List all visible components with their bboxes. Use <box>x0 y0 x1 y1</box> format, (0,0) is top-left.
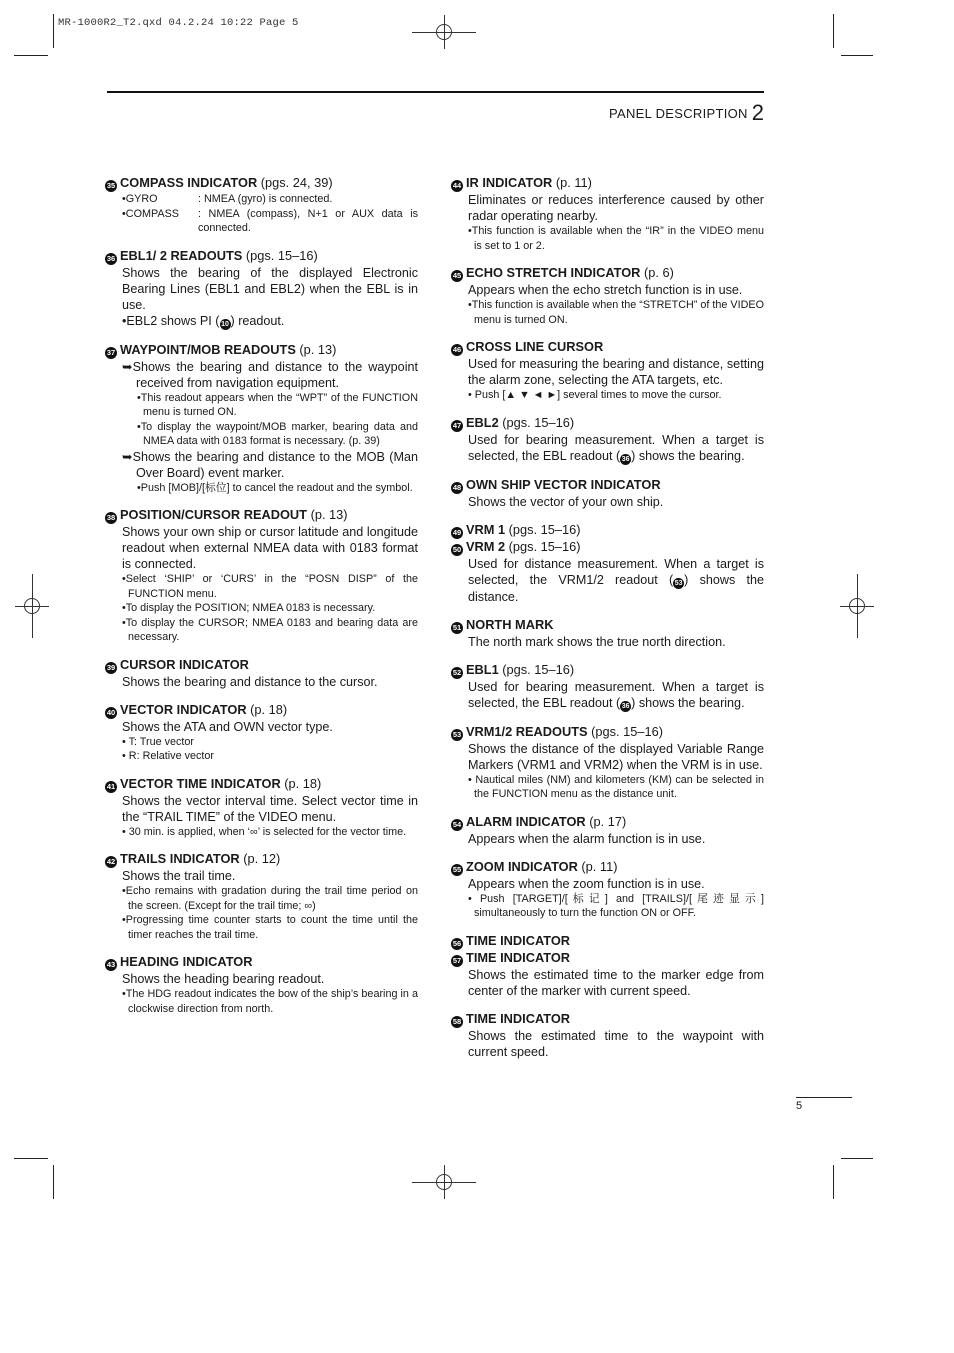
chapter-number: 2 <box>751 100 764 125</box>
page-reference: (p. 13) <box>299 341 337 357</box>
item-name: TIME INDICATOR <box>466 949 571 965</box>
note: • T: True vector <box>122 735 194 748</box>
description-item <box>105 702 418 764</box>
item-title <box>451 617 764 634</box>
item-name: VRM 2 <box>466 538 506 554</box>
item-description: Shows the vector interval time. Select vector time in the “TRAIL TIME” of the VIDEO menu. <box>122 793 418 824</box>
item-number-badge: 40 <box>106 707 116 717</box>
item-number-badge: 36 <box>106 253 116 263</box>
item-description <box>105 313 418 330</box>
description-item <box>105 657 418 690</box>
item-number-badge: 51 <box>452 622 462 632</box>
item-description: Shows your own ship or cursor latitude and longitude readout when external NMEA data with 0183 format is connected. <box>122 525 418 571</box>
registration-mark <box>15 574 49 638</box>
item-title <box>451 339 764 356</box>
text-fragment: ) shows the bearing. <box>631 448 745 463</box>
item-name: OWN SHIP VECTOR INDICATOR <box>466 476 661 492</box>
description-item <box>105 954 418 1016</box>
note: •This readout appears when the “WPT” of the FUNCTION menu is turned ON. <box>137 391 418 418</box>
text-fragment: •EBL2 shows PI ( <box>122 313 220 328</box>
item-reference-badge: 10 <box>221 320 229 328</box>
page-reference: (pgs. 15–16) <box>502 414 575 430</box>
header-rule <box>107 91 764 93</box>
item-description: Eliminates or reduces interference caused by other radar operating nearby. <box>468 193 764 223</box>
status-table <box>105 192 418 236</box>
item-number-badge: 50 <box>452 544 462 554</box>
item-description: Appears when the alarm function is in use. <box>468 831 706 846</box>
note: • 30 min. is applied, when ‘∞’ is selected for the vector time. <box>122 825 407 838</box>
crop-mark <box>833 14 834 48</box>
item-title <box>105 248 418 265</box>
item-number-badge: 38 <box>106 513 116 522</box>
item-name: EBL2 <box>466 414 499 430</box>
item-title <box>451 415 764 432</box>
registration-mark <box>840 574 874 638</box>
item-name: ECHO STRETCH INDICATOR <box>466 265 641 280</box>
text-fragment: ) shows the distance. <box>468 572 764 604</box>
description-item <box>105 507 418 645</box>
item-number-badge: 58 <box>452 1016 462 1026</box>
page-reference: (p. 6) <box>643 265 674 280</box>
item-description: Shows the trail time. <box>122 869 236 883</box>
item-description: Shows the bearing of the displayed Electronic Bearing Lines (EBL1 and EBL2) when the EBL is in use. <box>122 265 418 312</box>
item-title <box>105 702 418 719</box>
item-name: VRM1/2 READOUTS <box>466 723 588 739</box>
note: •Select ‘SHIP’ or ‘CURS’ in the “POSN DISP” of the FUNCTION menu. <box>122 573 418 600</box>
description-item <box>105 851 418 942</box>
description-item <box>451 522 764 605</box>
description-item <box>451 175 764 253</box>
description-item <box>451 339 764 403</box>
item-title <box>451 1011 764 1028</box>
table-key: •GYRO <box>122 193 158 205</box>
description-item <box>105 248 418 330</box>
item-title <box>451 814 764 831</box>
item-reference-badge: 36 <box>621 455 630 463</box>
item-description: Appears when the echo stretch function is in use. <box>468 283 743 297</box>
page-number: 5 <box>796 1100 803 1112</box>
crop-mark <box>841 1158 873 1159</box>
description-item <box>451 724 764 802</box>
page-reference: (pgs. 15–16) <box>502 661 575 677</box>
table-key: •COMPASS <box>122 207 179 220</box>
note: •Progressing time counter starts to count the time until the timer reaches the trail time. <box>122 914 418 941</box>
item-reference-badge: 36 <box>621 702 630 710</box>
right-column <box>451 175 764 1072</box>
item-title <box>451 662 764 679</box>
item-name: ZOOM INDICATOR <box>466 858 578 874</box>
page-reference: (p. 11) <box>581 858 618 874</box>
page-reference: (p. 18) <box>250 701 288 717</box>
item-number-badge: 44 <box>452 181 462 190</box>
section-title: PANEL DESCRIPTION <box>609 106 748 121</box>
item-number-badge: 57 <box>452 955 462 965</box>
description-item <box>451 859 764 921</box>
item-name: TRAILS INDICATOR <box>120 851 240 866</box>
description-item <box>451 415 764 465</box>
description-item <box>451 477 764 510</box>
text-fragment: ) shows the bearing. <box>631 695 745 710</box>
item-number-badge: 39 <box>106 662 116 672</box>
item-description: Shows the estimated time to the marker edge from center of the marker with current speed. <box>468 967 764 998</box>
item-title <box>451 859 764 876</box>
item-name: EBL1 <box>466 661 499 677</box>
page-reference: (p. 12) <box>243 851 281 866</box>
item-name: EBL1/ 2 READOUTS <box>120 247 243 263</box>
item-description: Appears when the zoom function is in use. <box>468 876 705 891</box>
item-name: TIME INDICATOR <box>466 1010 571 1026</box>
arrow-paragraph <box>105 359 418 391</box>
footer-rule <box>796 1097 852 1098</box>
page-reference: (p. 11) <box>555 175 592 190</box>
item-description: Shows the heading bearing readout. <box>122 972 325 986</box>
crop-mark <box>53 14 54 48</box>
item-description: Shows the vector of your own ship. <box>468 494 664 509</box>
item-number-badge: 47 <box>452 420 462 430</box>
description-item <box>105 342 418 496</box>
item-title <box>105 776 418 793</box>
item-name: POSITION/CURSOR READOUT <box>120 507 307 522</box>
item-number-badge: 41 <box>106 781 116 791</box>
description-item <box>105 175 418 236</box>
page-reference: (p. 18) <box>284 775 322 791</box>
item-number-badge: 52 <box>452 667 462 677</box>
item-name: VECTOR INDICATOR <box>120 701 247 717</box>
description-item <box>451 933 764 999</box>
description-item <box>451 265 764 327</box>
registration-mark <box>412 1165 476 1199</box>
item-name: ALARM INDICATOR <box>466 813 586 829</box>
arrow-text: Shows the bearing and distance to the waypoint received from navigation equipment. <box>132 359 418 390</box>
text-fragment: ) readout. <box>230 313 285 328</box>
crop-mark <box>14 1158 48 1159</box>
note: •To display the waypoint/MOB marker, bearing data and NMEA data with 0183 format is necessary. (p. 39) <box>137 420 418 447</box>
page-header <box>540 100 764 126</box>
arrow-paragraph <box>105 449 418 481</box>
item-description: Shows the bearing and distance to the cursor. <box>122 674 378 689</box>
item-title <box>105 342 418 359</box>
text-fragment: Used for bearing measurement. When a target is selected, the EBL readout ( <box>468 679 764 710</box>
item-title <box>105 507 418 524</box>
table-value: : NMEA (compass), N+1 or AUX data is connected. <box>198 207 418 234</box>
item-title <box>451 724 764 741</box>
note: • R: Relative vector <box>122 750 214 762</box>
item-number-badge: 55 <box>452 864 462 874</box>
item-number-badge: 45 <box>452 271 462 280</box>
crop-mark <box>833 1165 834 1199</box>
item-number-badge: 53 <box>452 729 462 739</box>
registration-mark <box>412 15 476 49</box>
item-title <box>451 265 764 282</box>
note: •The HDG readout indicates the bow of the ship’s bearing in a clockwise direction from north. <box>122 988 418 1015</box>
arrow-text: Shows the bearing and distance to the MOB (Man Over Board) event marker. <box>132 449 418 480</box>
item-title <box>105 954 418 971</box>
item-name: TIME INDICATOR <box>466 932 571 948</box>
item-description <box>451 556 764 605</box>
note: •This function is available when the “IR” in the VIDEO menu is set to 1 or 2. <box>468 225 764 252</box>
item-name: NORTH MARK <box>466 616 554 632</box>
item-number-badge: 42 <box>106 857 116 866</box>
item-number-badge: 49 <box>452 527 462 537</box>
item-description: Shows the estimated time to the waypoint with current speed. <box>468 1028 764 1059</box>
item-name: WAYPOINT/MOB READOUTS <box>120 341 296 357</box>
item-name: HEADING INDICATOR <box>120 954 253 969</box>
crop-mark <box>841 55 873 56</box>
note: • Push [▲ ▼ ◄ ►] several times to move the cursor. <box>468 389 722 401</box>
item-title <box>105 175 418 192</box>
item-name: VECTOR TIME INDICATOR <box>120 775 281 791</box>
note: •Echo remains with gradation during the trail time period on the screen. (Except for the trail time; ∞) <box>122 885 418 912</box>
page-reference: (pgs. 15–16) <box>591 723 664 739</box>
item-title <box>105 851 418 868</box>
item-description: Used for measuring the bearing and distance, setting the alarm zone, selecting the ATA targets, etc. <box>468 357 764 387</box>
note: •Push [MOB]/[标位] to cancel the readout and the symbol. <box>137 481 413 494</box>
item-number-badge: 43 <box>106 960 116 969</box>
item-name: COMPASS INDICATOR <box>120 175 258 190</box>
item-number-badge: 35 <box>106 181 116 190</box>
description-item <box>451 814 764 847</box>
item-name: CROSS LINE CURSOR <box>466 339 604 354</box>
note: • Nautical miles (NM) and kilometers (KM) can be selected in the FUNCTION menu as the distance unit. <box>468 773 764 800</box>
item-title <box>451 175 764 192</box>
item-name: CURSOR INDICATOR <box>120 656 249 672</box>
item-title <box>451 950 764 967</box>
description-item <box>451 617 764 650</box>
item-title <box>451 933 764 950</box>
file-slug: MR-1000R2_T2.qxd 04.2.24 10:22 Page 5 <box>58 17 299 29</box>
text-fragment: Used for bearing measurement. When a target is selected, the EBL readout ( <box>468 432 764 463</box>
page-reference: (pgs. 15–16) <box>508 521 581 537</box>
item-number-badge: 54 <box>452 819 462 829</box>
item-reference-badge: 53 <box>674 579 683 587</box>
item-name: VRM 1 <box>466 521 506 537</box>
item-title <box>105 657 418 674</box>
page-reference: (p. 13) <box>310 507 348 522</box>
note: •This function is available when the “STRETCH” of the VIDEO menu is turned ON. <box>468 299 765 326</box>
page-reference: (pgs. 24, 39) <box>260 175 333 190</box>
description-item <box>105 776 418 840</box>
item-title <box>451 539 764 556</box>
description-item <box>451 1011 764 1060</box>
item-number-badge: 56 <box>452 938 462 948</box>
item-description: Shows the ATA and OWN vector type. <box>122 719 333 734</box>
item-number-badge: 37 <box>106 347 116 357</box>
item-name: IR INDICATOR <box>466 175 553 190</box>
item-title <box>451 477 764 494</box>
item-number-badge: 46 <box>452 345 462 354</box>
crop-mark <box>53 1165 54 1199</box>
text-fragment: Used for distance measurement. When a target is selected, the VRM1/2 readout ( <box>468 556 764 587</box>
page-reference: (p. 17) <box>589 813 627 829</box>
item-description <box>451 679 764 712</box>
item-description: Shows the distance of the displayed Variable Range Markers (VRM1 and VRM2) when the VRM is in use. <box>468 741 764 772</box>
table-value: : NMEA (gyro) is connected. <box>198 193 333 205</box>
note: •To display the CURSOR; NMEA 0183 and bearing data are necessary. <box>122 616 418 643</box>
item-title <box>451 522 764 539</box>
crop-mark <box>14 55 48 56</box>
page-reference: (pgs. 15–16) <box>245 247 318 263</box>
item-description <box>451 432 764 465</box>
arrow-icon: ➥ <box>122 359 133 374</box>
item-description: The north mark shows the true north direction. <box>468 634 726 649</box>
description-item <box>451 662 764 712</box>
page-reference: (pgs. 15–16) <box>508 538 581 554</box>
arrow-icon: ➥ <box>122 449 133 464</box>
note: •To display the POSITION; NMEA 0183 is necessary. <box>122 602 376 614</box>
item-number-badge: 48 <box>452 482 462 492</box>
left-column <box>105 175 418 1028</box>
note: • Push [TARGET]/[标记] and [TRAILS]/[尾迹显示] simultaneously to turn the function ON or OFF. <box>468 892 764 919</box>
